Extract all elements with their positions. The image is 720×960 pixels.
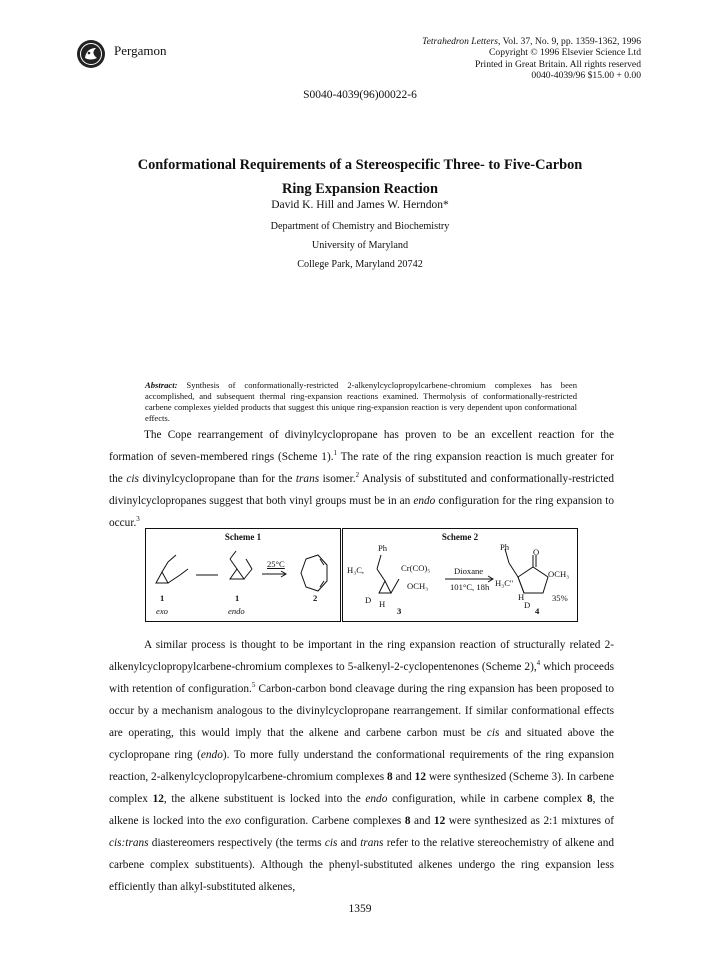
scheme-2-compound-4: 4 [535, 606, 540, 616]
compound-8-b: 8 [587, 793, 593, 805]
scheme-1-compound-2: 2 [313, 593, 318, 603]
paragraph-2 [109, 634, 614, 898]
scheme-1-endo-label: endo [228, 606, 245, 616]
compound-12: 12 [414, 771, 426, 783]
p2-text-m: were synthesized as 2:1 mixtures of [445, 815, 614, 827]
p1-text-a: The Cope rearrangement of divinylcyclopropane has proven to be an excellent reaction for the formation of seven-membered rings (Scheme 1). [109, 429, 614, 463]
p2-text-l: and [410, 815, 434, 827]
p2-endo: endo [200, 749, 223, 761]
scheme-2-chromium-carbonyl: Cr(CO)₅ [401, 563, 431, 573]
ref-2: 2 [355, 471, 360, 479]
p2-cis-trans: cis:trans [109, 837, 149, 849]
p2-text-k: configuration. Carbene complexes [240, 815, 405, 827]
price-code: 0040-4039/96 $15.00 + 0.00 [531, 70, 641, 82]
p2-text-j: , the alkene is locked into the [109, 793, 614, 827]
abstract-text: Synthesis of conformationally-restricted 2-alkenylcyclopropylcarbene-chromium complexes has been accomplished, and subsequent thermal ring-expansion reactions examined. Thermolysis of conformationally-restricted carbene complexes yielded products that suggest this unique ring-expansion reaction is very dependent upon conformational effects. [145, 380, 578, 423]
compound-8: 8 [387, 771, 393, 783]
p1-text-d: isomer. [319, 473, 356, 485]
scheme-2-phenyl-product: Ph [500, 542, 510, 552]
abstract-label: Abstract: [145, 380, 178, 390]
p1-text-b: The rate of the ring expansion reaction is much greater for the [109, 451, 614, 485]
ref-1: 1 [333, 449, 338, 457]
scheme-1-title: Scheme 1 [224, 532, 262, 542]
scheme-2-compound-3: 3 [397, 606, 402, 616]
publisher-name: Pergamon [114, 43, 167, 58]
p2-trans-2: trans [360, 837, 384, 849]
doi: S0040-4039(96)00022-6 [303, 89, 417, 101]
p2-text-i: configuration, while in carbene complex [387, 793, 588, 805]
scheme-1-compound-1-exo: 1 [160, 593, 165, 603]
compound-8-c: 8 [404, 815, 411, 827]
p2-text-b: which proceeds with retention of configuration. [109, 661, 614, 695]
scheme-2-hydrogen-reactant: H [379, 599, 386, 609]
p2-text-n: diastereomers respectively (the terms [148, 837, 325, 849]
compound-12-b: 12 [152, 793, 164, 805]
affiliation-city: College Park, Maryland 20742 [297, 259, 423, 270]
scheme-1-compound-1-endo: 1 [235, 593, 240, 603]
scheme-2-deuterium-product: D [524, 600, 531, 610]
paper-title [120, 153, 600, 201]
journal-details: Vol. 37, No. 9, pp. 1359-1362, 1996 [502, 36, 641, 47]
scheme-2-methyl-reactant: H₃C, [347, 565, 365, 575]
affiliation-dept: Department of Chemistry and Biochemistry [270, 221, 450, 232]
citation-block [341, 36, 641, 82]
abstract [145, 380, 577, 424]
scheme-2-methyl-product: H₃C'' [495, 578, 514, 588]
affiliation-university: University of Maryland [311, 240, 409, 251]
title-line-1: Conformational Requirements of a Stereospecific Three- to Five-Carbon [137, 157, 583, 173]
p1-text-c: divinylcyclopropane than for the [138, 473, 296, 485]
scheme-2-deuterium-reactant: D [365, 595, 372, 605]
p2-text-c: Carbon-carbon bond cleavage during the ring expansion has been proposed to occur by a mechanism analogous to the divinylcyclopropane rearrangement. If similar conformational effects are operating, this would imply that the alkene and carbene carbon must be [109, 683, 614, 739]
p2-endo-2: endo [365, 793, 388, 805]
scheme-2-phenyl-reactant: Ph [378, 543, 388, 553]
scheme-2-yield: 35% [552, 593, 568, 603]
p1-cis: cis [126, 473, 139, 485]
ref-4: 4 [536, 659, 541, 667]
scheme-2-solvent: Dioxane [454, 566, 484, 576]
p1-text-e: Analysis of substituted and conformationally-restricted divinylcyclopropanes suggest that both vinyl groups must be in an [109, 473, 614, 507]
scheme-2-hydrogen-product: H [518, 592, 525, 602]
p1-trans: trans [295, 473, 320, 485]
scheme-1-exo-label: exo [156, 606, 168, 616]
ref-5: 5 [251, 681, 256, 689]
scheme-2-conditions: 101°C, 18h [450, 582, 490, 592]
paragraph-1 [109, 424, 614, 534]
p2-text-p: refer to the relative stereochemistry of alkene and carbene complex substituents). Although the phenyl-substituted alkenes undergo the ring expansion less efficiently than alkyl-substituted alkenes, [109, 837, 614, 893]
p1-text-f: configuration for the ring expansion to occur. [109, 495, 614, 529]
scheme-2-title: Scheme 2 [441, 532, 479, 542]
scheme-2-methoxy-reactant: OCH₃ [407, 581, 429, 591]
p2-text-e: ). To more fully understand the conformational requirements of the ring expansion reaction, 2-alkenylcyclopropylcarbene-chromium complexes [109, 749, 614, 783]
printed-note: Printed in Great Britain. All rights reserved [475, 58, 641, 70]
page-number: 1359 [348, 903, 372, 915]
p2-text-a: A similar process is thought to be important in the ring expansion reaction of structurally related 2-alkenylcyclopropylcarbene-chromium complexes to 5-alkenyl-2-cyclopentenones (Scheme 2), [109, 639, 614, 673]
p2-text-f: and [392, 771, 415, 783]
scheme-2-methoxy-product: OCH₃ [548, 569, 570, 579]
ref-3: 3 [136, 515, 140, 523]
p2-cis: cis [486, 727, 500, 739]
p2-text-d: and situated above the cyclopropane ring ( [109, 727, 614, 761]
authors: David K. Hill and James W. Herndon* [271, 199, 449, 211]
p1-endo: endo [413, 495, 436, 507]
p2-text-h: , the alkene substituent is locked into the [163, 793, 366, 805]
compound-12-c: 12 [433, 815, 446, 827]
scheme-1-box [145, 528, 341, 622]
p2-cis-2: cis [324, 837, 338, 849]
copyright: Copyright © 1996 Elsevier Science Ltd [489, 47, 641, 59]
scheme-1-temperature: 25°C [267, 559, 285, 569]
journal-name: Tetrahedron Letters, [422, 36, 501, 47]
pergamon-logo-icon [76, 39, 106, 69]
title-line-2: Ring Expansion Reaction [282, 181, 438, 197]
scheme-2-box [342, 528, 578, 622]
scheme-2-ketone-oxygen: O [533, 547, 540, 557]
p2-text-o: and [337, 837, 361, 849]
p2-text-g: were synthesized (Scheme 3). In carbene complex [109, 771, 614, 805]
p2-exo: exo [225, 815, 241, 827]
